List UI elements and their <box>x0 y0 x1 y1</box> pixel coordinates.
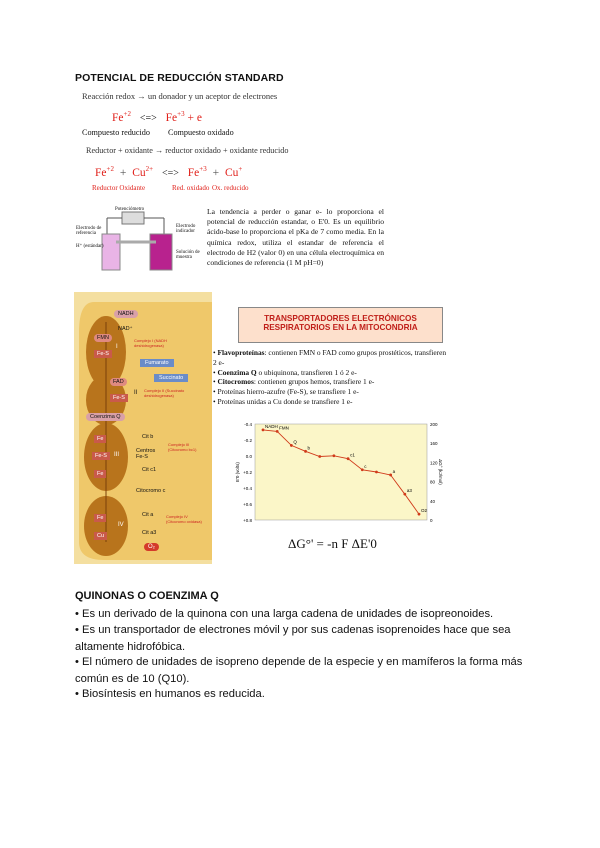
section-title-quinones: QUINONAS O COENZIMA Q <box>75 590 219 602</box>
chart-y-tick: -0.4 <box>244 422 252 427</box>
complex-iv-note: Complejo IV (Citocromo oxidasa) <box>166 514 202 524</box>
complex-ii-label: II <box>134 390 138 396</box>
fe-node-3: Fe <box>94 514 106 522</box>
chart-point-label: a3 <box>406 488 412 494</box>
cyt-a-label: Cit a <box>142 512 154 518</box>
chart-y-tick: +0.8 <box>243 518 252 523</box>
transporter-item: • Proteínas unidas a Cu donde se transfiere 1 e- <box>213 396 353 406</box>
transporters-title-line1: TRANSPORTADORES ELECTRÓNICOS <box>264 314 417 323</box>
quinone-bullet: • Es un transportador de electrones móvil y por sus cadenas isoprenoides hace que sea altamente hidrofóbica. <box>75 624 511 653</box>
cyt-c1-label: Cit c1 <box>142 467 157 473</box>
chart-point-label: b <box>307 445 311 451</box>
redox-definition: Reacción redox → un donador y un aceptor de electrones <box>82 91 278 101</box>
chart-y-tick: -0.2 <box>244 438 252 443</box>
fe-node-2: Fe <box>94 470 106 478</box>
nad-label: NAD⁺ <box>118 326 133 332</box>
section-title-reduction: POTENCIAL DE REDUCCIÓN STANDARD <box>75 72 284 84</box>
fes2-node: Fe-S <box>110 394 128 402</box>
fe-node-1: Fe <box>94 435 106 443</box>
label-oxidized: Compuesto oxidado <box>168 128 234 137</box>
cytochrome-c-label: Citocromo c <box>136 488 166 494</box>
chart-point-label: NADH <box>265 423 278 429</box>
chart-point <box>290 444 293 447</box>
label-reduced: Compuesto reducido <box>82 128 150 137</box>
transporters-list <box>213 348 448 407</box>
chart-point <box>304 450 307 453</box>
electron-chain-diagram <box>74 292 212 564</box>
oxygen-node: O₂ <box>144 543 159 551</box>
centros-label: Centros Fe-S <box>136 448 156 460</box>
chart-y-tick: +0.6 <box>243 502 252 507</box>
chart-y2-tick: 120 <box>430 460 438 466</box>
fmn-node: FMN <box>94 334 112 342</box>
succinate-node: Succinato <box>154 374 188 382</box>
fumarate-node: Fumarato <box>140 359 174 367</box>
free-energy-equation: ΔG°' = -n F ΔE'0 <box>288 536 377 551</box>
chart-point <box>318 455 321 458</box>
complex-iv-label: IV <box>118 522 124 528</box>
transporter-item: • Coenzima Q o ubiquinona, transfieren 1 ó 2 e- <box>213 367 357 377</box>
chart-point <box>403 493 406 496</box>
transporter-item: • Citocromos: contienen grupos hemos, transfiere 1 e- <box>213 377 375 387</box>
label-potentiometer: Potenciómetro <box>115 207 145 212</box>
chart-y2-tick: 160 <box>430 441 438 447</box>
reduction-potential-chart <box>233 420 443 530</box>
chart-plot-area <box>255 424 427 520</box>
chart-point <box>347 457 350 460</box>
label-ox-reducido: Ox. reducido <box>212 184 249 192</box>
chart-ylabel-left: E'0 (volts) <box>235 462 240 482</box>
chart-point-label: a <box>392 468 396 474</box>
complex-i-label: I <box>116 344 118 350</box>
reduction-potential-paragraph: La tendencia a perder o ganar e- lo proporciona el potencial de reducción estandar, o E'0. Es un equilibrio ácido-base lo proporciona el pKa de 7 como media. En la química redox, utiliza el estandar de referencia el electrodo de H2 (valor 0) en una célula electroquímica en condiciones de referencia (1 M pH=0) <box>207 207 384 268</box>
quinone-bullet: • El número de unidades de isopreno depende de la especie y en mamíferos la forma más común es de 10 (Q10). <box>75 656 523 685</box>
complex-i-note: Complejo I (NADH deshidrogenasa) <box>134 338 167 348</box>
chart-point <box>389 474 392 477</box>
transporter-item: • Flavoproteínas: contienen FMN o FAD como grupos prostéticos, transfieren 2 e- <box>213 348 447 367</box>
fes1-node: Fe-S <box>94 350 112 358</box>
nadh-node: NADH <box>114 310 138 318</box>
chart-y2-tick: 80 <box>430 479 436 485</box>
chart-y2-tick: 40 <box>430 498 436 504</box>
complex-ii-note: Complejo II (Succinato deshidrogenasa) <box>144 388 185 398</box>
chart-point-label: FMN <box>279 425 289 431</box>
chart-point-label: c1 <box>350 452 355 458</box>
transporters-title-line2: RESPIRATORIOS EN LA MITOCONDRIA <box>263 323 418 332</box>
chart-y2-tick: 0 <box>430 518 433 523</box>
cyt-a3-label: Cit a3 <box>142 530 157 536</box>
chart-point <box>375 471 378 474</box>
equation-fe: $Fe^{+2}$ <=> $Fe^{+3} + e$ <box>112 110 202 124</box>
chart-ylabel-right: ΔG° (kJ/mol) <box>438 459 443 485</box>
fad-node: FAD <box>110 378 127 386</box>
label-indicator-electrode: Electrodo indicador <box>176 224 196 234</box>
fes3-node: Fe-S <box>92 452 110 460</box>
chart-point <box>276 430 279 433</box>
transporter-item: • Proteínas hierro-azufre (Fe-S), se transfiere 1 e- <box>213 387 359 397</box>
chart-point <box>262 429 265 432</box>
chart-point <box>333 454 336 457</box>
redox-reaction-text: Reductor + oxidante → reductor oxidado + oxidante reducido <box>86 146 289 155</box>
chart-y-tick: +0.2 <box>243 470 252 475</box>
quinone-bullet: • Biosíntesis en humanos es reducida. <box>75 688 265 700</box>
chart-point <box>361 468 364 471</box>
complex-iii-note: Complejo III (Citocromo bc1) <box>168 442 197 452</box>
transporters-title-box <box>238 307 443 343</box>
chart-point-label: O2 <box>421 508 428 514</box>
label-h-standard: H⁺ (estándar) <box>76 244 104 249</box>
chart-point <box>418 513 421 516</box>
cyt-b-label: Cit b <box>142 434 154 440</box>
chart-y-tick: 0.0 <box>245 454 252 459</box>
chart-point-label: c <box>364 463 367 469</box>
chart-y-tick: +0.4 <box>243 486 252 491</box>
chart-point-label: Q <box>293 439 297 445</box>
label-reductor-oxidante: Reductor Oxidante <box>92 184 146 192</box>
label-red-oxidado: Red. oxidado <box>172 184 210 192</box>
coenzyme-q-node: Coenzima Q <box>86 413 125 421</box>
chart-y2-tick: 200 <box>430 422 438 427</box>
equation-fe-cu: $Fe^{+2} + Cu^{2+}$ <=> $Fe^{+3} + Cu^+$ <box>95 165 243 179</box>
cu-node: Cu <box>94 532 107 540</box>
quinone-bullet: • Es un derivado de la quinona con una larga cadena de unidades de isopreonoides. <box>75 608 494 620</box>
label-reference-electrode: Electrodo de referencia <box>76 226 102 236</box>
label-sample-solution: Solución de muestra <box>176 250 200 260</box>
complex-iii-label: III <box>114 452 120 458</box>
